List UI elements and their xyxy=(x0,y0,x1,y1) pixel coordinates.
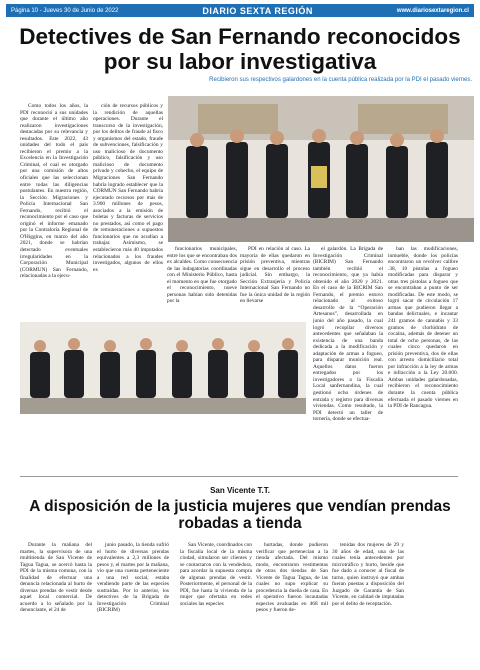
section-divider xyxy=(20,476,458,477)
article1-column-4: PDI en relación al caso. La mayoría de ellas quedaron en prisión preventiva, mientras sigue en desarrollo el proceso judicial. Sin embargo, la Sección Extranjería y Policía Internacional San Fernando no fue la única unidad de la región en llevarse xyxy=(240,246,310,305)
article1-headline: Detectives de San Fernando reconocidos por su labor investigativa xyxy=(19,24,461,74)
article2-headline: A disposición de la justicia mujeres que vendían prendas robadas a tienda xyxy=(29,498,451,532)
article2-column-5: tenidas dos mujeres de 29 y 30 años de edad, una de las cuales tenía antecedentes por microtráfico y hurto, beside que fue dado a conocer al fiscal de turno, quien instruyó que ambas fueran puestas a disposición del Juzgado de Garantía de San Vicente, en calidad de imputadas por el delito de receptación. xyxy=(332,542,404,607)
article2-kicker: San Vicente T.T. xyxy=(210,486,270,495)
article2-column-3: San Vicente, coordinados con la fiscalía local de la misma ciudad, simularon ser clientes y se contactaron con la vendedora, para acordar la supuesta compra de algunas prendas de vestir. Posteriormente, el personal de la PDI, fue hasta la vivienda de la mujer que ofertaba en redes sociales las especies xyxy=(180,542,252,607)
article1-subhead: Recibieron sus respectivos galardones en la cuenta pública realizada por la PDI el pasado viernes. xyxy=(209,77,472,83)
newspaper-website[interactable]: www.diariosextaregion.cl xyxy=(396,7,469,14)
newspaper-brand: DIARIO SEXTA REGIÓN xyxy=(202,5,313,16)
article2-column-2: junio pasado, la tienda sufrió el hurto de diversas prendas equivalentes a 2,3 millones de pesos y, el martes por la mañana, vio que una cuenta perteneciente a una red social, estaba vendiendo parte de las especies sustraídas. Por lo anterior, los detectives de la Brigada de Investigación Criminal (BICRIM) xyxy=(97,542,169,614)
page-date: Página 10 - Jueves 30 de Junio de 2022 xyxy=(11,7,119,14)
article1-photo-group xyxy=(20,322,306,414)
article1-column-1: Como todos los años, la PDI reconoció a sus unidades que durante el último año realizaron investigaciones destacadas por su relevancia y resultados. Este 2022, 43 unidades del todo el país recibieron el premio a la Excelencia en la Investigación Criminal, el cual es otorgado por una comisión de altos oficiales que las seleccionan entre todas las diligencias postulantes. En nuestra región, la Sección Migraciones y Policía Internacional San Fernando, recibió el reconocimiento por el caso que originó el informe emanado por la Contraloría Regional de O'Higgins, en marzo del año 2021, donde se habrían detectado eventuales irregularidades en la Corporación Municipal (CORMUN) San Fernando, relacionadas a la ejecu- xyxy=(20,103,88,280)
article1-photo-ceremony xyxy=(168,96,474,242)
article1-column-5: el galardón. La Brigada de Investigación Criminal (BICRIM) San Fernando también recibió el reconocimiento, que ya había obtenido el año 2020 y 2021. En el caso de la BICRIM San Fernando, el premio estuvo relacionado al exitoso desarrollo de la “Operación Artesanos”, desarrollada en junio del año pasado, la cual logró recopilar diversos antecedentes que señalaban la existencia de una banda dedicada a la modificación y adaptación de armas a fogueo, para disparar munición real. Aquellos datos fueron entregados por los investigadores a la Fiscalía Local sanfernandina, la cual gestionó ocho órdenes de entrada y registro para diversas viviendas. Como resultado, la PDI detectó un taller de tornería, donde se efectua- xyxy=(313,246,383,423)
article2-column-1: Durante la mañana del martes, la supervisora de una multitienda de San Vicente de Tagua Tagua, se acercó hasta la PDI de la misma comuna, con la finalidad de efectuar una denuncia relacionada al hurto de diversas prendas de vestir desde aquel local comercial. De acuerdo a lo señalado por la denunciante, el 24 de xyxy=(20,542,92,614)
article1-column-2: ción de recursos públicos y la rendición de aquellas operaciones. Durante el transcurso de la investigación, por los delitos de fraude al fisco y organismos del estado, fraude de subvenciones, falsificación y uso malicioso de documento público, falsificación y uso malicioso de documento privado y cohecho, el equipo de Migraciones San Fernando habría logrado establecer que la CORMUN San Fernando habría ejecutado recursos por más de 3.900 millones de pesos, asociados a la emisión de boletas y facturas de servicios no prestados, así como el pago de remuneraciones a supuestos funcionarios que no acudían a trabajar. Asimismo, se establecieron más 40 imputados relacionados a los fraudes investigados, algunos de ellos ex xyxy=(93,103,163,273)
article1-column-6: ban las modificaciones, inmueble, donde los policías encontraron un revólver calibre .38, 10 pistolas a fogueo modificadas para disparar y otras tres pistolas a fogueo que se encontraban a punto de ser modificadas. De este modo, se logró sacar de circulación 17 armas que pudieron llegar a bandas delictuales, e incautar 241 gramos de cannabis y 33 gramos de clorhidrato de cocaína, además de detener un total de ocho personas, de las cuales cinco quedaron en prisión preventiva, dos de ellas con arresto domiciliario total por infracción a la ley de armas e infracción a la Ley 20.000. Ambas unidades galardonadas, recibieron el reconocimiento durante la cuenta pública efectuada el pasado viernes en la PDI de Rancagua. xyxy=(388,246,458,410)
page-header-bar xyxy=(6,4,474,17)
article1-column-3: funcionarios municipales, entre los que se encontraban dos ex alcaldes. Como consecuencia de las indagatorias coordinadas con el Ministerio Público, hasta el momento en que fue otorgado el reconocimiento, nueve personas habían sido detenidas por la xyxy=(167,246,237,305)
article2-column-4: hurtadas, donde pudieron verificar que pertenecían a la tienda afectada. Del mismo modo, encontraron vestimentas de otras dos tiendas de San Vicente de Tagua Tagua, de las cuales no supo explicar su procedencia la dueña de casa. En el operativo fueron incautadas especies avaluadas en 468 mil pesos y fueron de- xyxy=(256,542,328,614)
